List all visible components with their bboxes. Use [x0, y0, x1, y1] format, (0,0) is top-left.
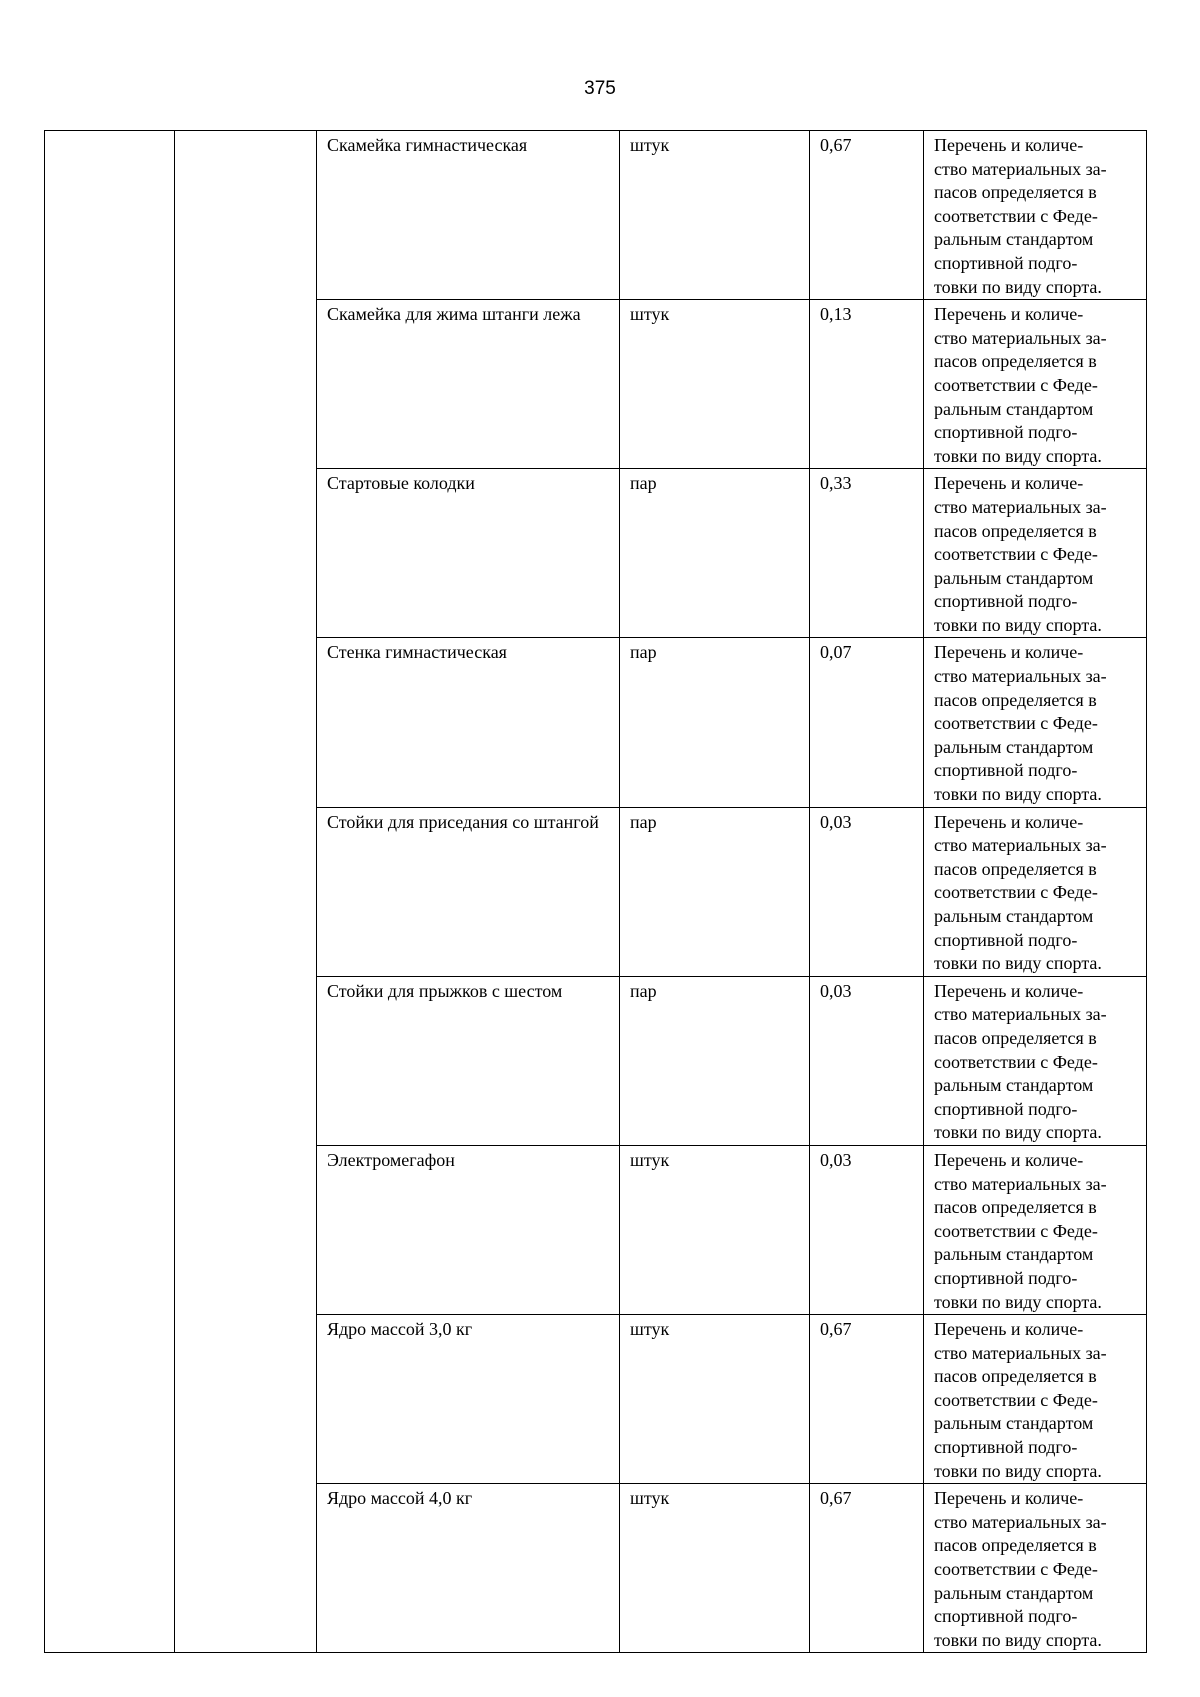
quantity-cell	[810, 300, 924, 469]
unit-cell	[620, 300, 810, 469]
item-name-cell	[317, 1145, 620, 1314]
empty-cell-col1	[45, 131, 175, 1653]
page-number: 375	[584, 78, 616, 99]
note: Перечень и количе- ство материальных за- пасов определяется в соответствии с Феде- ральным стандартом спортивной подго- товки по виду спорта.	[934, 811, 1107, 974]
quantity-cell	[810, 131, 924, 300]
equipment-table	[44, 130, 1147, 1653]
quantity: 0,67	[820, 1488, 852, 1509]
quantity-cell	[810, 1484, 924, 1653]
unit-cell	[620, 638, 810, 807]
empty-cell-col2	[175, 131, 317, 1653]
item-name-cell	[317, 807, 620, 976]
item-name-cell	[317, 469, 620, 638]
item-name-cell	[317, 976, 620, 1145]
note-cell	[924, 469, 1147, 638]
item-name: Ядро массой 3,0 кг	[327, 1319, 473, 1340]
unit: штук	[630, 304, 670, 325]
item-name: Стартовые колодки	[327, 473, 475, 494]
item-name: Стойки для приседания со штангой	[327, 811, 599, 832]
unit: пар	[630, 473, 657, 494]
quantity-cell	[810, 976, 924, 1145]
note: Перечень и количе- ство материальных за- пасов определяется в соответствии с Феде- ральным стандартом спортивной подго- товки по виду спорта.	[934, 1488, 1107, 1650]
unit: штук	[630, 1149, 670, 1170]
quantity: 0,03	[820, 1149, 852, 1170]
unit: штук	[630, 1488, 670, 1509]
unit-cell	[620, 976, 810, 1145]
quantity-cell	[810, 807, 924, 976]
item-name-cell	[317, 638, 620, 807]
item-name: Стойки для прыжков с шестом	[327, 980, 563, 1001]
note-cell	[924, 1315, 1147, 1484]
note: Перечень и количе- ство материальных за- пасов определяется в соответствии с Феде- ральным стандартом спортивной подго- товки по виду спорта.	[934, 1149, 1107, 1312]
note-cell	[924, 807, 1147, 976]
item-name: Ядро массой 4,0 кг	[327, 1488, 473, 1509]
quantity-cell	[810, 1145, 924, 1314]
note: Перечень и количе- ство материальных за- пасов определяется в соответствии с Феде- ральным стандартом спортивной подго- товки по виду спорта.	[934, 642, 1107, 805]
table-row	[45, 131, 1147, 300]
unit-cell	[620, 1315, 810, 1484]
unit: пар	[630, 811, 657, 832]
note: Перечень и количе- ство материальных за- пасов определяется в соответствии с Феде- ральным стандартом спортивной подго- товки по виду спорта.	[934, 304, 1107, 466]
quantity-cell	[810, 638, 924, 807]
note: Перечень и количе- ство материальных за- пасов определяется в соответствии с Феде- ральным стандартом спортивной подго- товки по виду спорта.	[934, 473, 1107, 635]
note-cell	[924, 1145, 1147, 1314]
quantity: 0,03	[820, 811, 852, 832]
unit: пар	[630, 980, 657, 1001]
item-name-cell	[317, 131, 620, 300]
unit-cell	[620, 469, 810, 638]
quantity: 0,67	[820, 1319, 852, 1340]
note-cell	[924, 300, 1147, 469]
quantity-cell	[810, 469, 924, 638]
note-cell	[924, 131, 1147, 300]
quantity: 0,07	[820, 642, 852, 663]
quantity: 0,13	[820, 304, 852, 325]
unit: штук	[630, 135, 670, 155]
quantity: 0,67	[820, 135, 852, 155]
quantity: 0,03	[820, 980, 852, 1001]
item-name: Стенка гимнастическая	[327, 642, 507, 663]
unit-cell	[620, 1484, 810, 1653]
item-name-cell	[317, 1315, 620, 1484]
quantity-cell	[810, 1315, 924, 1484]
note: Перечень и количе- ство материальных за- пасов определяется в соответствии с Феде- ральным стандартом спортивной подго- товки по виду спорта.	[934, 1319, 1107, 1481]
table-body	[45, 131, 1147, 1653]
unit: пар	[630, 642, 657, 663]
unit: штук	[630, 1319, 670, 1340]
unit-cell	[620, 807, 810, 976]
item-name: Скамейка гимнастическая	[327, 135, 528, 155]
note-cell	[924, 976, 1147, 1145]
note: Перечень и количе- ство материальных за- пасов определяется в соответствии с Феде- ральным стандартом спортивной подго- товки по виду спорта.	[934, 135, 1107, 297]
unit-cell	[620, 1145, 810, 1314]
unit-cell	[620, 131, 810, 300]
item-name-cell	[317, 1484, 620, 1653]
note-cell	[924, 638, 1147, 807]
item-name-cell	[317, 300, 620, 469]
item-name: Электромегафон	[327, 1149, 455, 1170]
note-cell	[924, 1484, 1147, 1653]
item-name: Скамейка для жима штанги лежа	[327, 304, 581, 325]
note: Перечень и количе- ство материальных за- пасов определяется в соответствии с Феде- ральным стандартом спортивной подго- товки по виду спорта.	[934, 980, 1107, 1143]
quantity: 0,33	[820, 473, 852, 494]
